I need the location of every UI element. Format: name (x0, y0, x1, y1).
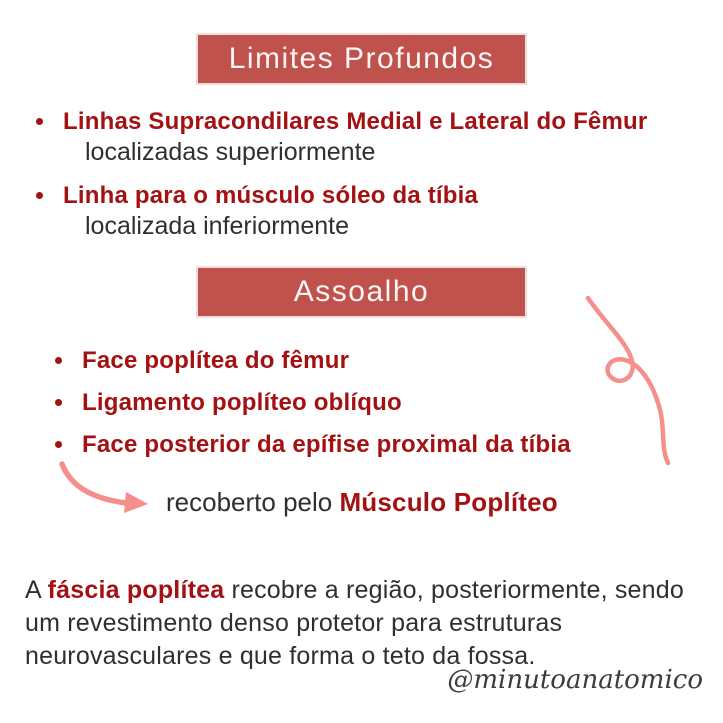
list-item (55, 388, 402, 418)
note-prefix: recoberto pelo (166, 487, 340, 517)
section-banner-assoalho (196, 266, 527, 318)
section-title-assoalho: Assoalho (293, 275, 430, 308)
section-banner-limites-profundos (196, 33, 527, 85)
list-item-subtitle: localizada inferiormente (85, 212, 350, 240)
list-item (55, 346, 349, 376)
paragraph-rest: recobre a região, posteriormente, sendo um revestimento denso protetor para estruturas neurovasculares e que forma o teto da fossa. (25, 576, 684, 670)
note-line (166, 487, 558, 517)
list-item-title: Linha para o músculo sóleo da tíbia (63, 182, 479, 209)
author-signature: @minutoanatomico (447, 665, 703, 695)
list-item-title: Face posterior da epífise proximal da tíbia (82, 431, 571, 458)
note-bold-term: Músculo Poplíteo (339, 487, 558, 517)
paragraph-prefix: A (25, 576, 48, 604)
list-item (36, 107, 647, 167)
bullet-icon (55, 357, 62, 364)
list-item (36, 181, 478, 241)
bullet-icon (36, 118, 43, 125)
bullet-icon (55, 441, 62, 448)
list-item-subtitle: localizadas superiormente (85, 138, 376, 166)
curved-arrow-icon (44, 456, 164, 521)
bullet-icon (55, 399, 62, 406)
list-item-title: Face poplítea do fêmur (82, 347, 350, 374)
paragraph-bold-term: fáscia poplítea (47, 576, 225, 604)
squiggle-decoration-icon (570, 288, 685, 473)
summary-paragraph (25, 574, 717, 673)
section-title-limites-profundos: Limites Profundos (228, 42, 495, 75)
list-item-title: Ligamento poplíteo oblíquo (82, 389, 402, 416)
list-item-title: Linhas Supracondilares Medial e Lateral do Fêmur (63, 108, 648, 135)
bullet-icon (36, 192, 43, 199)
